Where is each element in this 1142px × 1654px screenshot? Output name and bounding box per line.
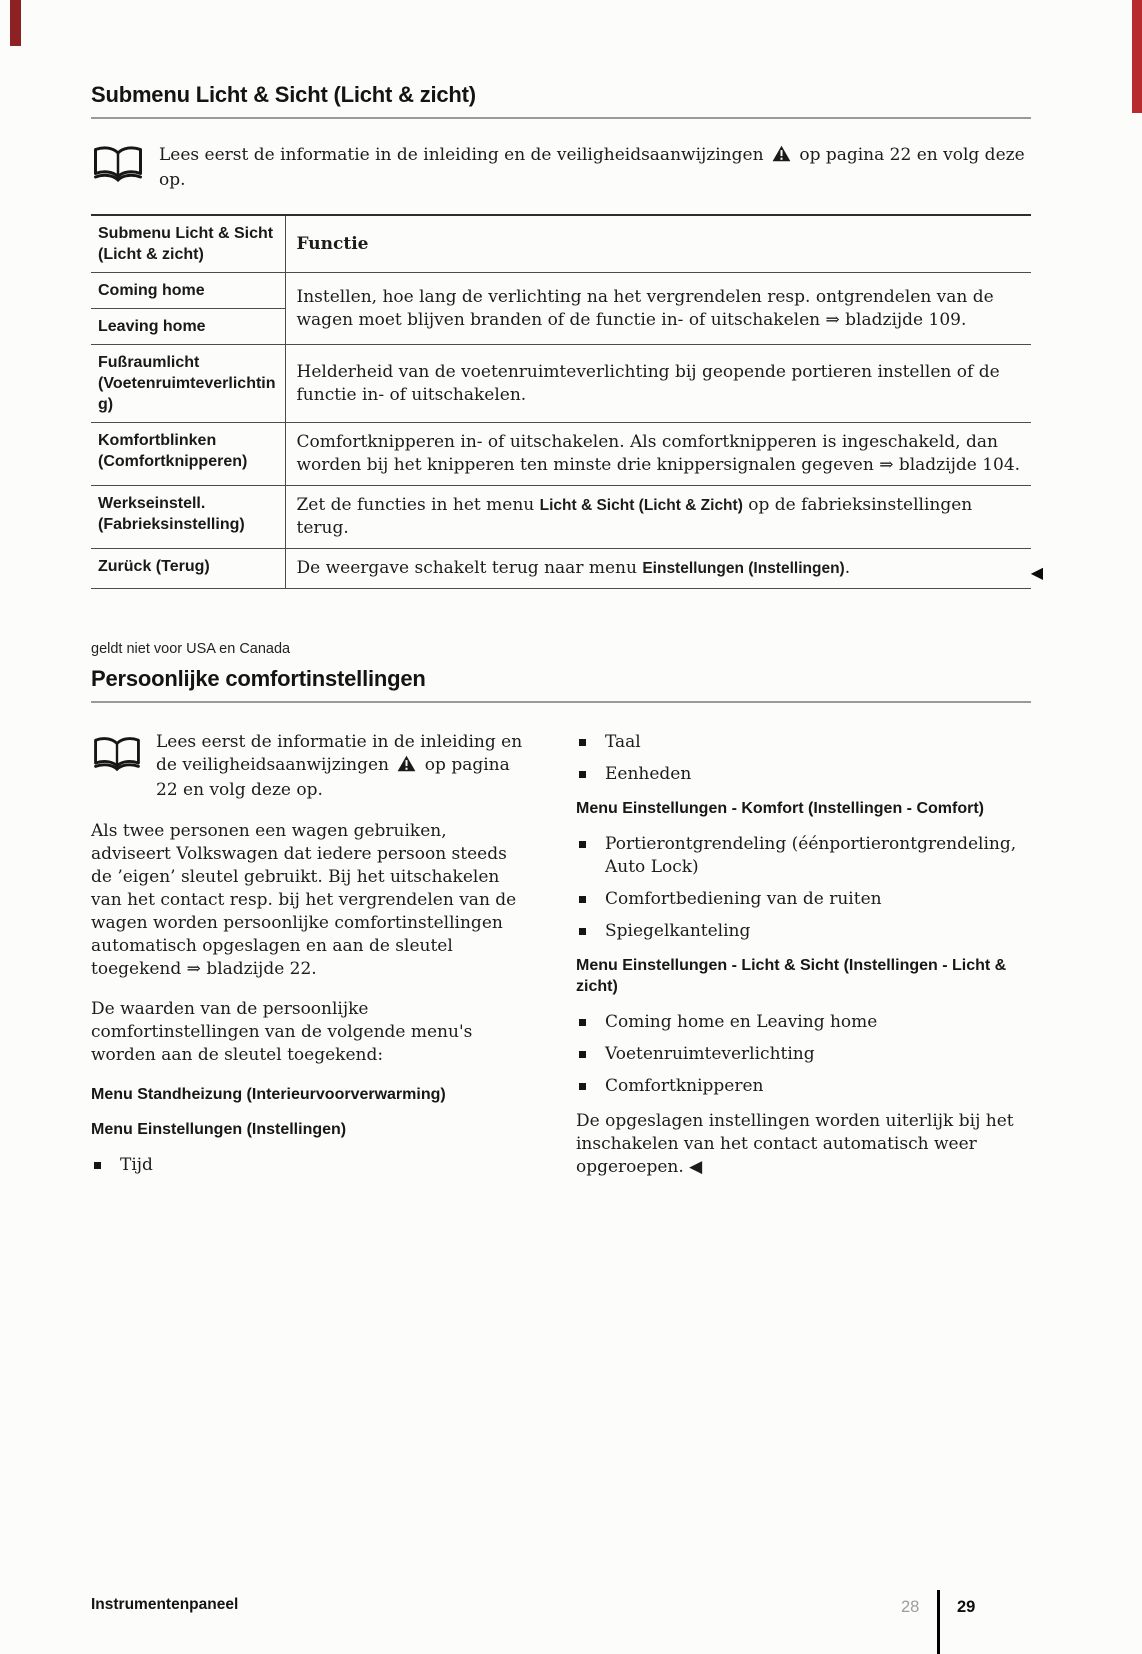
page-number-divider [937,1590,940,1654]
table-row [91,273,1031,309]
right-column [576,731,1031,1196]
page-content [91,82,1043,1196]
edge-red-mark [1132,0,1142,113]
list-item: Tijd [91,1154,531,1177]
paragraph-values-assigned: De waarden van de persoonlijke comfortinstellingen van de volgende menu's worden aan de sleutel toegekend: [91,999,473,1065]
footer-chapter-label: Instrumentenpaneel [91,1596,239,1613]
table-cell-coming-leaving-function: Instellen, hoe lang de verlichting na het vergrendelen resp. ontgrendelen van de wagen moet blijven branden of de functie in- of uitschakelen ⇒ bladzijde 109. [285,273,1031,345]
list-item: Spiegelkanteling [576,920,1031,943]
list-item: Portierontgrendeling (éénportierontgrendeling, Auto Lock) [576,833,1031,879]
note-text-post: op pagina 22 en volg deze op. [156,755,510,800]
section-heading-2 [91,666,1031,703]
bullet-list-general [576,731,1031,786]
table-cell-coming-home: Coming home [91,273,285,309]
table-cell-fussraumlicht: Fußraumlicht (Voetenruimteverlichting) [91,345,285,423]
table-cell-zurueck-function: De weergave schakelt terug naar menu Einstellungen (Instellingen). [285,549,1031,589]
menu-einstellungen-label: Menu Einstellungen (Instellingen) [91,1121,347,1138]
table-cell-fussraumlicht-function: Helderheid van de voetenruimteverlichting bij geopende portieren instellen of de functie in- of uitschakelen. [285,345,1031,423]
open-book-icon [91,734,143,781]
page-number-current: 29 [957,1598,976,1616]
table-row [91,549,1031,589]
bullet-list-komfort [576,833,1031,943]
table-cell-komfortblinken: Komfortblinken (Comfortknipperen) [91,423,285,486]
table-cell-komfortblinken-function: Comfortknipperen in- of uitschakelen. Als comfortknipperen is ingeschakeld, dan worden bij het knipperen ten minste drie knippersignalen gegeven ⇒ bladzijde 104. [285,423,1031,486]
menu-komfort-label: Menu Einstellungen - Komfort (Instellingen - Comfort) [576,800,984,817]
table-row [91,423,1031,486]
functions-table-wrap [91,214,1043,589]
table-header-row [91,215,1031,273]
read-first-note-1 [91,143,1031,192]
note-text [159,144,1031,192]
open-book-icon [91,143,145,189]
section-end-marker: ◀ [1030,563,1043,582]
paragraph-two-persons: Als twee personen een wagen gebruiken, adviseert Volkswagen dat iedere persoon steeds de ’eigen’ sleutel gebruikt. Bij het uitschakelen van het contact resp. bij het vergrendelen van de wagen worden persoonlijke comfortinstellingen automatisch opgeslagen en aan de sleutel toegekend ⇒ bladzijde 22. [91,821,517,979]
note-text-post: op pagina 22 en volg deze op. [159,145,1025,190]
table-header-submenu: Submenu Licht & Sicht (Licht & zicht) [91,215,285,273]
bullet-list-left [91,1154,531,1177]
bullet-list-licht [576,1011,1031,1098]
spine-red-mark [10,0,21,46]
warning-triangle-icon [397,755,416,779]
section-title-2: Persoonlijke comfortinstellingen [91,666,426,691]
list-item: Voetenruimteverlichting [576,1043,1031,1066]
note-text-pre: Lees eerst de informatie in de inleiding en de veiligheidsaanwijzingen [159,145,764,165]
list-item: Eenheden [576,763,1031,786]
warning-triangle-icon [772,145,791,169]
table-row [91,345,1031,423]
page-number-previous: 28 [901,1598,920,1616]
region-applicability-note: geldt niet voor USA en Canada [91,641,291,657]
functions-table [91,214,1031,589]
list-item: Coming home en Leaving home [576,1011,1031,1034]
table-cell-zurueck: Zurück (Terug) [91,549,285,589]
list-item: Taal [576,731,1031,754]
read-first-note-2 [91,731,531,802]
menu-licht-sicht-label: Menu Einstellungen - Licht & Sicht (Instellingen - Licht & zicht) [576,957,1007,995]
left-column [91,731,531,1196]
table-cell-werkseinstell: Werkseinstell. (Fabrieksinstelling) [91,486,285,549]
table-row [91,486,1031,549]
list-item: Comfortknipperen [576,1075,1031,1098]
note-text-pre: Lees eerst de informatie in de inleiding en de veiligheidsaanwijzingen [156,732,523,775]
section-heading-1 [91,82,1031,119]
closing-paragraph: De opgeslagen instellingen worden uiterlijk bij het inschakelen van het contact automatisch weer opgeroepen. ◀ [576,1111,1014,1177]
table-cell-leaving-home: Leaving home [91,309,285,345]
list-item: Comfortbediening van de ruiten [576,888,1031,911]
menu-standheizung-label: Menu Standheizung (Interieurvoorverwarming) [91,1086,446,1103]
table-cell-werkseinstell-function: Zet de functies in het menu Licht & Sicht (Licht & Zicht) op de fabrieksinstellingen terug. [285,486,1031,549]
section-title-1: Submenu Licht & Sicht (Licht & zicht) [91,82,476,107]
table-header-functie: Functie [285,215,1031,273]
two-column-body [91,731,1031,1196]
